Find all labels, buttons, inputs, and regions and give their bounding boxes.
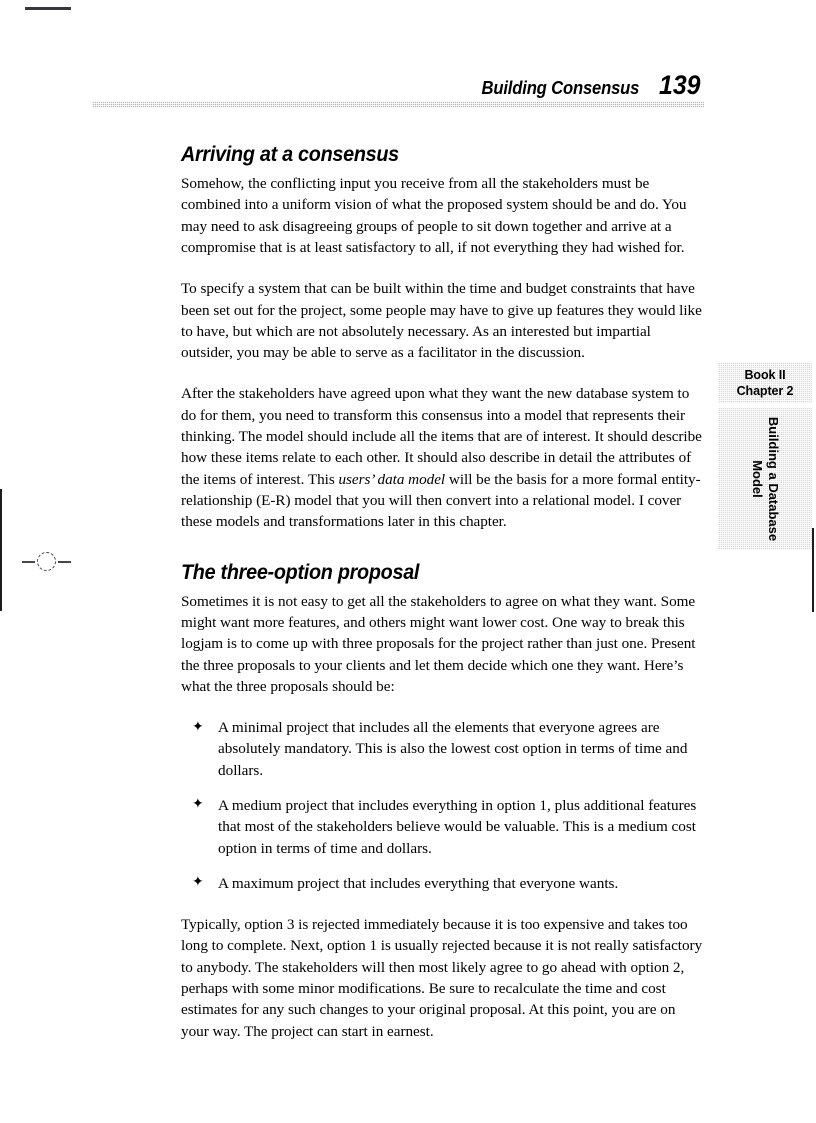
- paragraph-somehow: Somehow, the conflicting input you receive from all the stakeholders must be combined into a uniform vision of what the proposed system should be and do. You may need to ask disagreeing groups of people to sit down together and arrive at a compromise that is at least satisfactory to all, if not everything they had wished for.: [181, 175, 687, 256]
- text-column: [181, 142, 704, 1042]
- diamond-star-bullet-icon: ✦: [192, 875, 204, 891]
- section-heading-arriving: Arriving at a consensus: [181, 142, 399, 166]
- registration-mark-icon: [22, 548, 70, 578]
- sidebar-vertical-title-line2: Model: [750, 460, 765, 498]
- sidebar-vertical-title: [749, 408, 781, 550]
- sidebar-tab-book-chapter: [718, 362, 812, 403]
- paragraph-typically: Typically, option 3 is rejected immediately because it is too expensive and takes too long to complete. Next, option 1 is usually rejected because it is not really satisfactory to anybody. The stakeholders will then most likely agree to go ahead with option 2, perhaps with some minor modifications. Be sure to recalculate the time and cost estimates for any such changes to your original proposal. At this point, you are on your way. The project can start in earnest.: [181, 916, 703, 1040]
- registration-tick-left: [22, 561, 35, 563]
- sidebar-book-label: Book II: [744, 367, 786, 382]
- list-item: [181, 873, 704, 894]
- registration-tick-right: [58, 561, 71, 563]
- paragraph-after-stakeholders: [181, 383, 704, 532]
- list-item-text: A maximum project that includes everything that everyone wants.: [218, 874, 619, 892]
- paragraph-to-specify: To specify a system that can be built within the time and budget constraints that have been set out for the project, some people may have to give up features they would like to have, but which are not absolutely necessary. As an interested but impartial outsider, you may be able to serve as a facilitator in the discussion.: [181, 280, 702, 362]
- paragraph-after-part2: will be the basis for a more formal entity-relationship (E-R) model that you will then convert into a relational model. I cover these models and transformations later in this chapter.: [181, 470, 701, 531]
- list-item: [181, 795, 704, 859]
- page-edge-line-right: [812, 528, 814, 612]
- crop-line-top: [25, 7, 71, 10]
- list-item: [181, 717, 704, 781]
- sidebar-tab-title: [718, 408, 812, 550]
- sidebar-vertical-title-line1: Building a Database: [766, 416, 781, 542]
- header-rule: [92, 101, 704, 108]
- list-item-text: A minimal project that includes all the elements that everyone agrees are absolutely mandatory. This is also the lowest cost option in terms of time and dollars.: [218, 719, 688, 779]
- section-heading-three-option: The three-option proposal: [181, 559, 420, 584]
- sidebar-chapter-label: Chapter 2: [736, 383, 794, 398]
- proposal-bullet-list: [181, 717, 704, 894]
- paragraph-sometimes: Sometimes it is not easy to get all the stakeholders to agree on what they want. Some might want more features, and others might want lower cost. One way to break this logjam is to come up with three proposals for the project rather than just one. Present the three proposals to your clients and let them decide which one they want. Here’s what the three proposals should be:: [181, 592, 696, 695]
- registration-circle: [37, 552, 56, 571]
- page-number: 139: [658, 70, 701, 100]
- emphasis-users-data-model: users’ data model: [338, 470, 446, 488]
- running-head: [92, 70, 704, 101]
- diamond-star-bullet-icon: ✦: [192, 719, 204, 735]
- list-item-text: A medium project that includes everything in option 1, plus additional features that most of the stakeholders believe would be valuable. This is a medium cost option in terms of time and dollars.: [218, 796, 697, 857]
- paragraph-after-part1: After the stakeholders have agreed upon what they want the new database system to do for them, you need to transform this consensus into a model that represents their thinking. The model should include all the items that are of interest. It should describe how these items relate to each other. It should also describe in detail the attributes of the items of interest. This: [181, 385, 702, 488]
- running-head-title: Building Consensus: [481, 77, 639, 98]
- page-edge-line-left: [0, 489, 2, 611]
- diamond-star-bullet-icon: ✦: [192, 797, 204, 813]
